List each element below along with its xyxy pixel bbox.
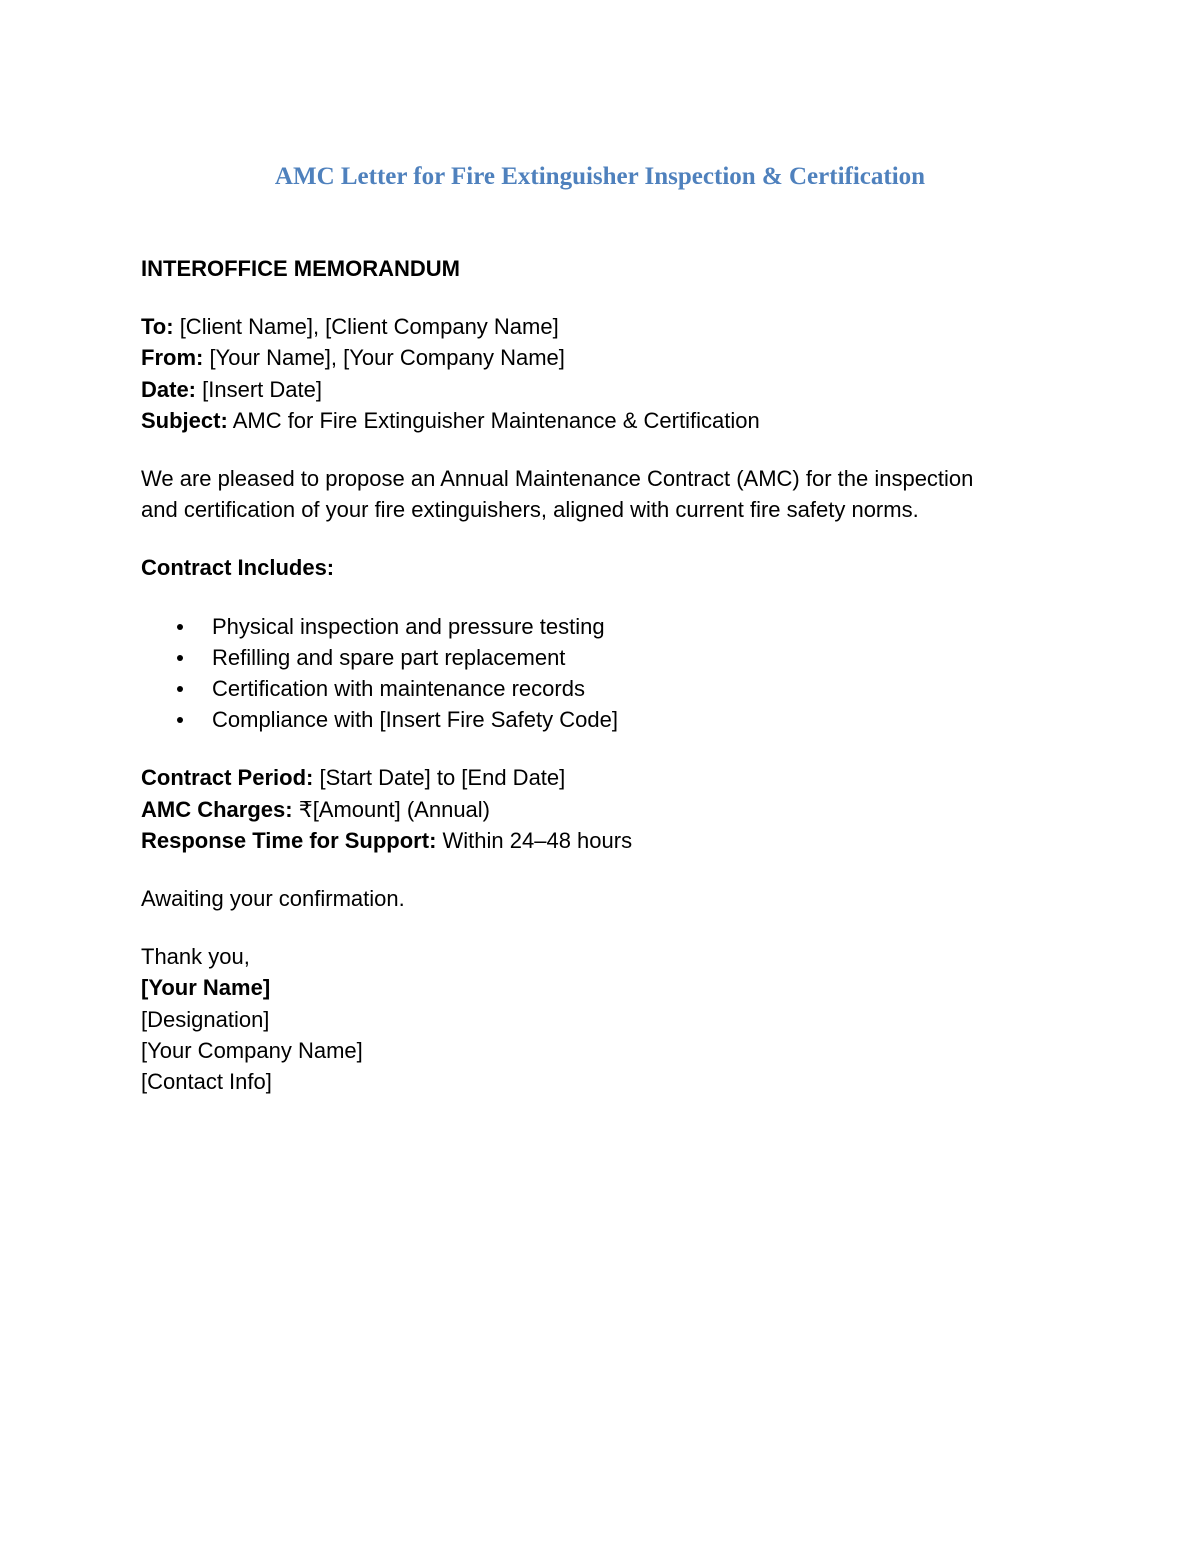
amc-charges-label: AMC Charges: — [141, 796, 293, 822]
bullet-icon — [177, 624, 183, 630]
list-item — [141, 704, 1061, 735]
closing-line: Awaiting your confirmation. — [141, 886, 405, 912]
bullet-icon — [177, 686, 183, 692]
subject-value: AMC for Fire Extinguisher Maintenance & Certification — [227, 407, 760, 433]
response-time-value: Within 24–48 hours — [436, 827, 633, 853]
signer-name: [Your Name] — [141, 975, 271, 1001]
response-time — [141, 825, 1061, 856]
date-value: [Insert Date] — [196, 376, 322, 402]
salutation: Thank you, — [141, 944, 250, 970]
list-item — [141, 642, 1061, 673]
to-value: [Client Name], [Client Company Name] — [173, 314, 559, 340]
from-field — [141, 342, 1061, 373]
document-title: AMC Letter for Fire Extinguisher Inspection & Certification — [274, 163, 926, 190]
signer-designation: [Designation] — [141, 1006, 270, 1032]
date-label: Date: — [141, 376, 197, 402]
list-item-text: Physical inspection and pressure testing — [212, 613, 605, 639]
contract-period-value: [Start Date] to [End Date] — [313, 765, 566, 791]
list-item — [141, 673, 1061, 704]
signer-contact: [Contact Info] — [141, 1069, 272, 1095]
to-label: To: — [141, 314, 174, 340]
list-item — [141, 611, 1061, 642]
amc-charges-value: ₹[Amount] (Annual) — [292, 796, 490, 822]
amc-charges — [141, 794, 1061, 825]
signer-company: [Your Company Name] — [141, 1037, 363, 1063]
list-item-text: Refilling and spare part replacement — [212, 644, 566, 670]
to-field — [141, 311, 1061, 342]
memo-heading: INTEROFFICE MEMORANDUM — [141, 256, 460, 281]
contract-items-list — [141, 611, 1061, 736]
bullet-icon — [177, 717, 183, 723]
subject-label: Subject: — [141, 407, 228, 433]
from-value: [Your Name], [Your Company Name] — [203, 345, 565, 371]
contract-period — [141, 762, 1061, 793]
response-time-label: Response Time for Support: — [141, 827, 437, 853]
contract-period-label: Contract Period: — [141, 765, 314, 791]
date-field — [141, 374, 1061, 405]
list-item-text: Compliance with [Insert Fire Safety Code] — [212, 707, 618, 733]
memo-body — [141, 253, 1061, 1097]
subject-field — [141, 405, 1061, 436]
intro-line-1: We are pleased to propose an Annual Maintenance Contract (AMC) for the inspection — [141, 466, 974, 492]
contract-includes-heading: Contract Includes: — [141, 555, 335, 581]
intro-line-2: and certification of your fire extinguishers, aligned with current fire safety norms. — [141, 497, 919, 523]
bullet-icon — [177, 655, 183, 661]
from-label: From: — [141, 345, 204, 371]
list-item-text: Certification with maintenance records — [212, 676, 585, 702]
